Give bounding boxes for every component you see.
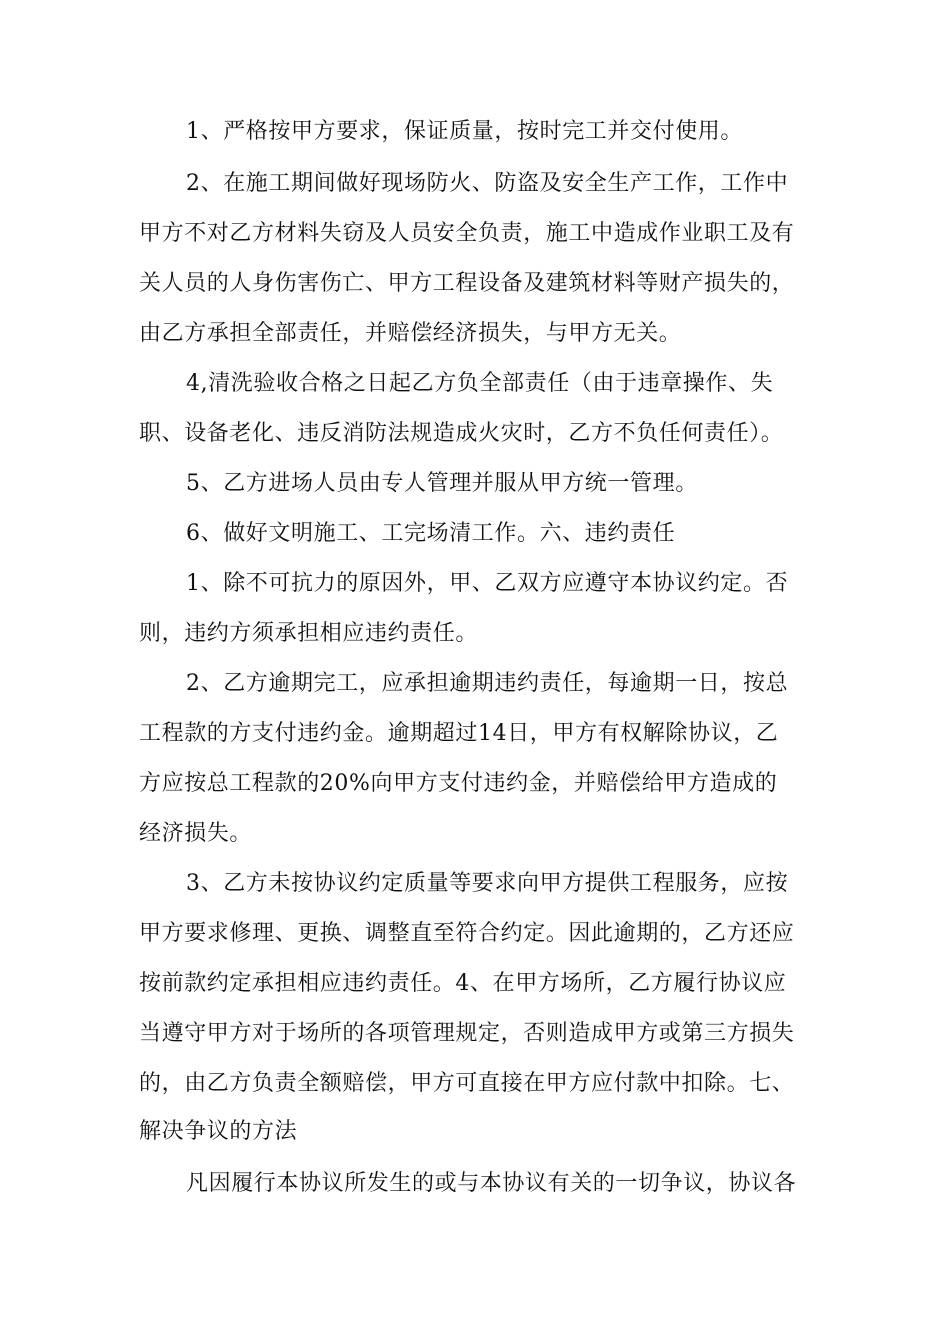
text-line: 当遵守甲方对于场所的各项管理规定，否则造成甲方或第三方损失 — [139, 1021, 795, 1046]
text-line: 方应按总工程款的20%向甲方支付违约金，并赔偿给甲方造成的 — [139, 771, 778, 796]
text-line: 1、严格按甲方要求，保证质量，按时完工并交付使用。 — [186, 119, 743, 144]
text-line: 6、做好文明施工、工完场清工作。六、违约责任 — [186, 521, 676, 546]
text-line: 甲方不对乙方材料失窃及人员安全负责，施工中造成作业职工及有 — [139, 221, 795, 246]
text-line: 1、除不可抗力的原因外，甲、乙双方应遵守本协议约定。否 — [186, 571, 789, 596]
text-line: 甲方要求修理、更换、调整直至符合约定。因此逾期的，乙方还应 — [139, 921, 795, 946]
text-line: 工程款的方支付违约金。逾期超过14日，甲方有权解除协议，乙 — [139, 721, 779, 746]
text-line: 的，由乙方负责全额赔偿，甲方可直接在甲方应付款中扣除。七、 — [139, 1071, 795, 1096]
text-line: 2、在施工期间做好现场防火、防盗及安全生产工作，工作中 — [186, 171, 789, 196]
text-line: 职、设备老化、违反消防法规造成火灾时，乙方不负任何责任）。 — [139, 421, 784, 446]
text-line: 3、乙方未按协议约定质量等要求向甲方提供工程服务，应按 — [186, 871, 789, 896]
text-line: 2、乙方逾期完工，应承担逾期违约责任，每逾期一日，按总 — [186, 671, 789, 696]
text-line: 由乙方承担全部责任，并赔偿经济损失，与甲方无关。 — [139, 321, 682, 346]
text-line: 关人员的人身伤害伤亡、甲方工程设备及建筑材料等财产损失的， — [139, 271, 795, 296]
text-line: 5、乙方进场人员由专人管理并服从甲方统一管理。 — [186, 471, 698, 496]
text-line: 按前款约定承担相应违约责任。4、在甲方场所，乙方履行协议应 — [139, 971, 787, 996]
text-line: 4,清洗验收合格之日起乙方负全部责任（由于违章操作、失 — [186, 371, 774, 396]
text-line: 经济损失。 — [139, 821, 253, 846]
text-line: 凡因履行本协议所发生的或与本协议有关的一切争议，协议各 — [186, 1171, 797, 1196]
text-line: 则，违约方须承担相应违约责任。 — [139, 621, 479, 646]
text-line: 解决争议的方法 — [139, 1119, 298, 1144]
